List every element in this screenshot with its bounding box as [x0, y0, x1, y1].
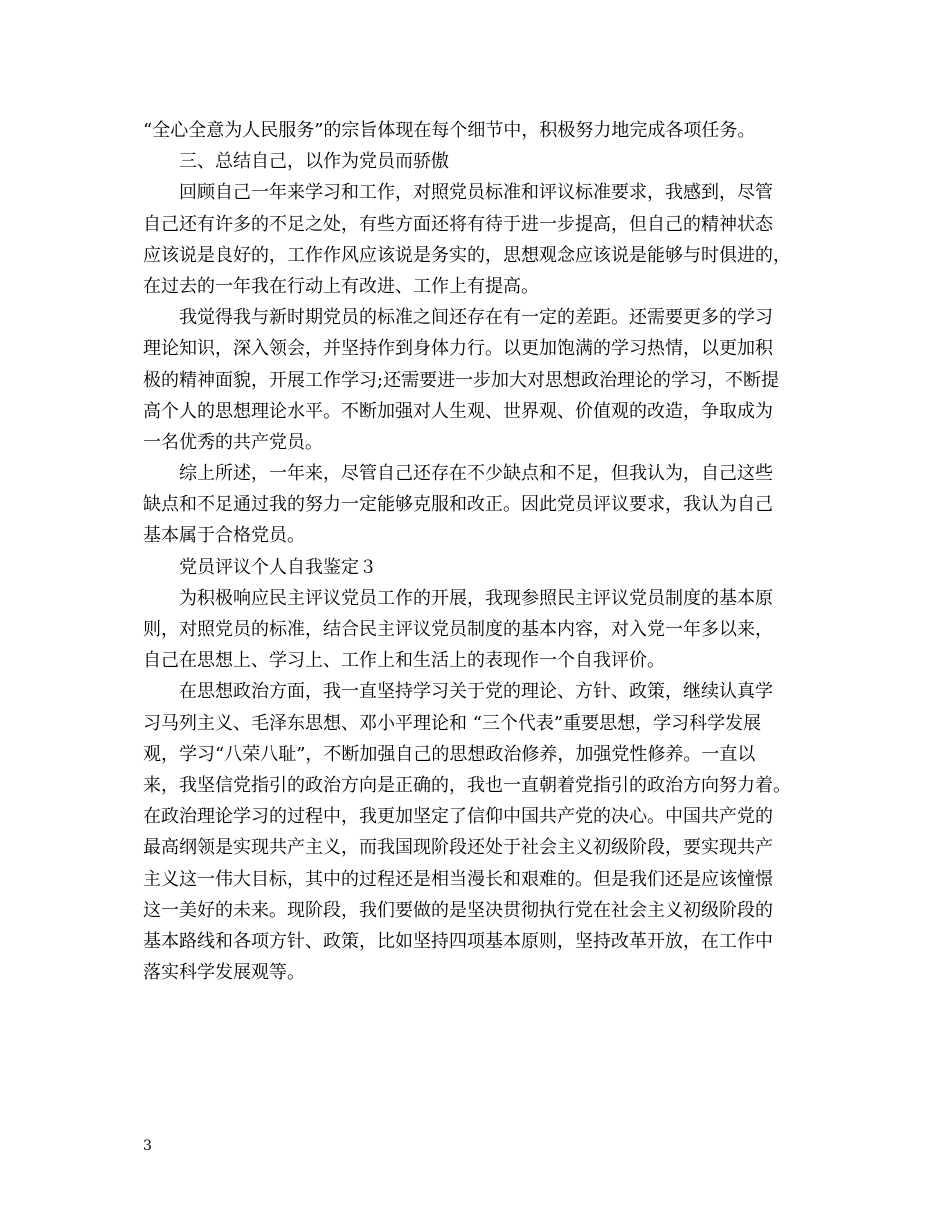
text-line: 一名优秀的共产党员。: [143, 431, 323, 453]
text-line: 理论知识，深入领会，并坚持作到身体力行。以更加饱满的学习热情，以更加积: [143, 338, 773, 360]
text-line: 基本属于合格党员。: [143, 525, 305, 547]
document-body: [143, 115, 823, 988]
text-line: 主义这一伟大目标，其中的过程还是相当漫长和艰难的。但是我们还是应该憧憬: [143, 868, 773, 890]
text-line: 落实科学发展观等。: [143, 962, 305, 984]
text-line: “全心全意为人民服务”的宗旨体现在每个细节中，积极努力地完成各项任务。: [143, 120, 756, 141]
text-line: 在过去的一年我在行动上有改进、工作上有提高。: [143, 275, 539, 297]
text-line: 高个人的思想理论水平。不断加强对人生观、世界观、价值观的改造，争取成为: [143, 400, 773, 422]
text-line: 应该说是良好的，工作作风应该说是务实的，思想观念应该说是能够与时俱进的，: [143, 244, 791, 266]
text-line: 缺点和不足通过我的努力一定能够克服和改正。因此党员评议要求，我认为自己: [143, 494, 773, 516]
text-line: 基本路线和各项方针、政策，比如坚持四项基本原则，坚持改革开放，在工作中: [143, 930, 773, 952]
text-line: 来，我坚信党指引的政治方向是正确的，我也一直朝着党指引的政治方向努力着。: [143, 774, 791, 796]
text-line: 这一美好的未来。现阶段，我们要做的是坚决贯彻执行党在社会主义初级阶段的: [143, 899, 773, 921]
text-line: 在政治理论学习的过程中，我更加坚定了信仰中国共产党的决心。中国共产党的: [143, 806, 773, 828]
text-line: 自己在思想上、学习上、工作上和生活上的表现作一个自我评价。: [143, 650, 665, 672]
text-line: 回顾自己一年来学习和工作，对照党员标准和评议标准要求，我感到，尽管: [179, 182, 773, 204]
text-line: 最高纲领是实现共产主义，而我国现阶段还处于社会主义初级阶段，要实现共产: [143, 837, 773, 859]
text-line: 为积极响应民主评议党员工作的开展，我现参照民主评议党员制度的基本原: [179, 587, 773, 609]
text-line: 综上所述，一年来，尽管自己还存在不少缺点和不足，但我认为，自己这些: [179, 463, 773, 485]
text-line: 习马列主义、毛泽东思想、邓小平理论和 “三个代表”重要思想，学习科学发展: [143, 712, 762, 734]
text-line: 观，学习“八荣八耻”，不断加强自己的思想政治修养，加强党性修养。一直以: [143, 743, 756, 765]
text-line: 我觉得我与新时期党员的标准之间还存在有一定的差距。还需要更多的学习: [179, 307, 773, 329]
text-line: 在思想政治方面，我一直坚持学习关于党的理论、方针、政策，继续认真学: [179, 681, 773, 703]
text-line: 自己还有许多的不足之处，有些方面还将有待于进一步提高，但自己的精神状态: [143, 213, 773, 235]
text-line: 三、总结自己，以作为党员而骄傲: [179, 151, 449, 173]
page-number: 3: [143, 1138, 152, 1154]
text-line: 极的精神面貌，开展工作学习;还需要进一步加大对思想政治理论的学习，不断提: [143, 369, 780, 391]
text-line: 党员评议个人自我鉴定３: [179, 556, 377, 578]
text-line: 则，对照党员的标准，结合民主评议党员制度的基本内容，对入党一年多以来，: [143, 619, 773, 640]
